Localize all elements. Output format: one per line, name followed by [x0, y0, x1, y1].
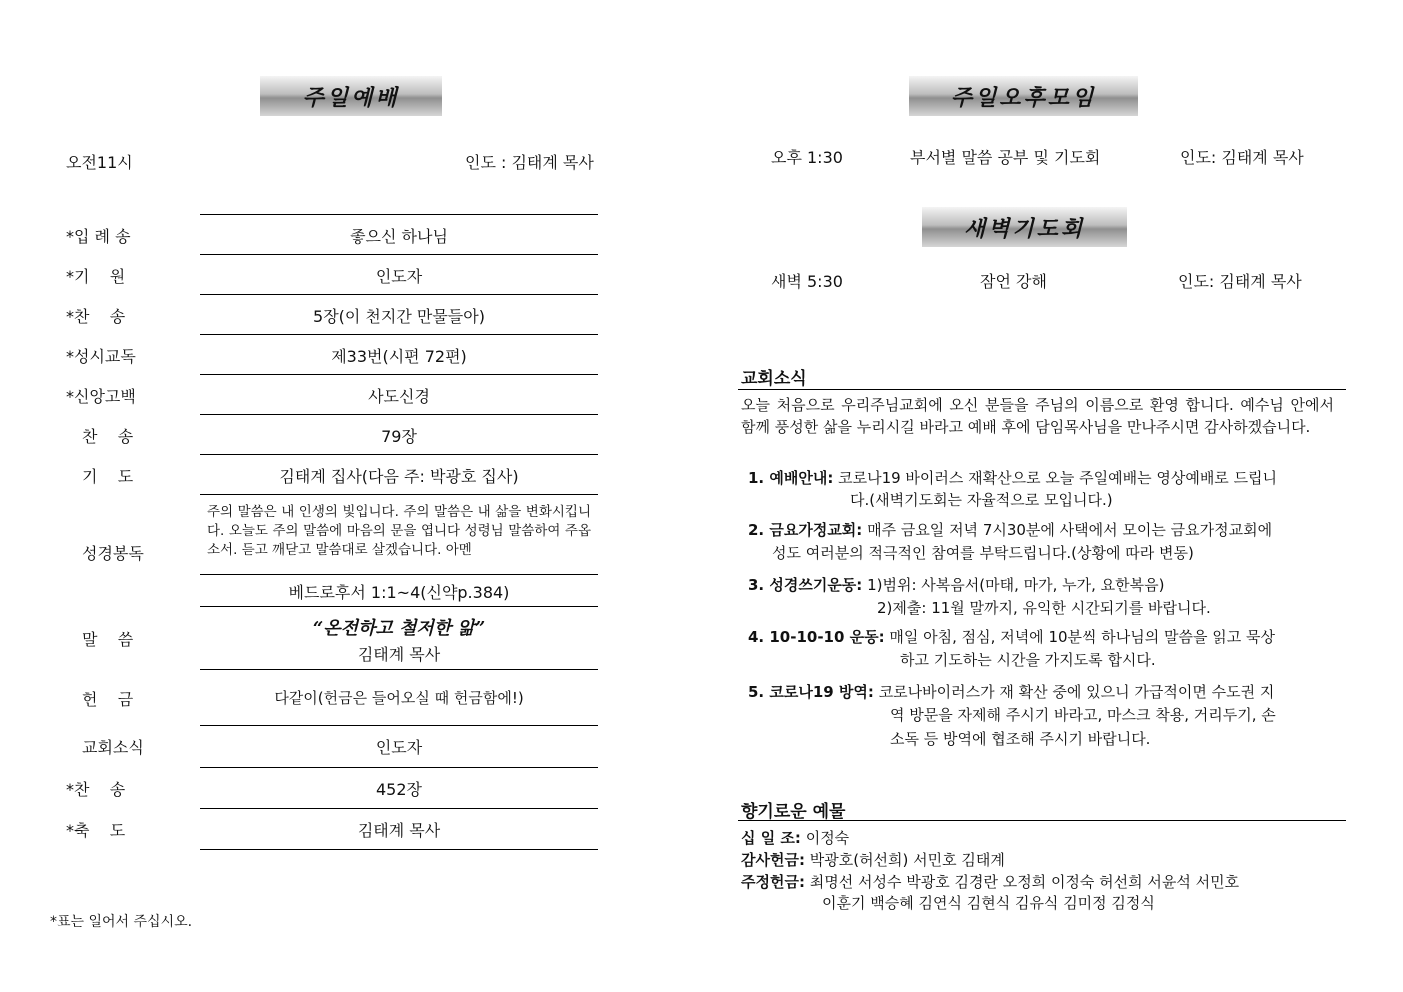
footnote: *표는 일어서 주십시오.: [50, 914, 193, 930]
order-label: *성시교독: [66, 347, 136, 366]
order-value: 79장: [381, 427, 417, 446]
order-label: *찬 송: [66, 780, 126, 799]
divider: [738, 389, 1346, 390]
news-item-cont: 하고 기도하는 시간을 가지도록 합시다.: [900, 651, 1156, 669]
order-value: 제33번(시편 72편): [331, 347, 467, 366]
news-item: 1. 예배안내: 코로나19 바이러스 재확산으로 오늘 주일예배는 영상예배로 드립니: [748, 469, 1278, 487]
divider: [200, 414, 598, 415]
order-value: 5장(이 천지간 만물들아): [313, 307, 485, 326]
offering-row: 십 일 조: 이정숙: [741, 829, 850, 847]
worship-title: 주일예배: [260, 76, 442, 116]
divider: [200, 454, 598, 455]
order-label: *기 원: [66, 267, 126, 286]
divider: [200, 849, 598, 850]
order-value: 김태계 목사: [357, 821, 441, 840]
order-value: 김태계 집사(다음 주: 박광호 집사): [279, 467, 519, 486]
order-label: *신앙고백: [66, 387, 136, 406]
divider: [200, 669, 598, 670]
news-item: 5. 코로나19 방역: 코로나바이러스가 재 확산 중에 있으니 가급적이면 수도권 지: [748, 683, 1275, 701]
order-label: 교회소식: [82, 738, 144, 757]
news-title: 교회소식: [741, 369, 807, 389]
dawn-leader: 인도: 김태계 목사: [1178, 272, 1302, 291]
news-item-cont: 2)제출: 11월 말까지, 유익한 시간되기를 바랍니다.: [877, 599, 1211, 617]
divider: [200, 574, 598, 575]
divider: [200, 725, 598, 726]
order-label: *입 례 송: [66, 227, 131, 246]
offering-label: 헌 금: [82, 690, 134, 709]
dawn-desc: 잠언 강해: [980, 272, 1047, 291]
order-value: 인도자: [375, 738, 423, 757]
order-label: *찬 송: [66, 307, 126, 326]
offering-row: 주정헌금: 최명선 서성수 박광호 김경란 오정희 이정숙 허선희 서윤석 서민호: [741, 873, 1240, 891]
dawn-time: 새벽 5:30: [771, 272, 843, 291]
afternoon-desc: 부서별 말씀 공부 및 기도회: [910, 148, 1101, 167]
reading-label: 성경봉독: [82, 544, 144, 563]
divider: [200, 334, 598, 335]
news-intro: 오늘 처음으로 우리주님교회에 오신 분들을 주님의 이름으로 환영 합니다. 예수님 안에서 함께 풍성한 삶을 누리시길 바라고 예배 후에 담임목사님을 만나주시면 감사하겠습니다.: [741, 396, 1334, 436]
offering-title: 향기로운 예물: [741, 802, 846, 822]
dawn-title: 새벽기도회: [922, 207, 1127, 247]
order-value: 인도자: [375, 267, 423, 286]
afternoon-time: 오후 1:30: [771, 148, 843, 167]
offering-value: 다같이(헌금은 들어오실 때 헌금함에!): [274, 689, 524, 707]
worship-leader: 인도 : 김태계 목사: [465, 153, 594, 172]
order-label: *축 도: [66, 821, 126, 840]
order-value: 452장: [376, 780, 422, 799]
order-label: 찬 송: [82, 427, 134, 446]
order-value: 사도신경: [368, 387, 430, 406]
worship-time: 오전11시: [66, 153, 133, 172]
sermon-preacher: 김태계 목사: [357, 645, 441, 664]
divider: [200, 767, 598, 768]
offering-row: 감사헌금: 박광호(허선희) 서민호 김태계: [741, 851, 1005, 869]
afternoon-title: 주일오후모임: [909, 76, 1138, 116]
news-item-cont: 성도 여러분의 적극적인 참여를 부탁드립니다.(상황에 따라 변동): [772, 544, 1194, 562]
divider: [200, 214, 598, 215]
offering-row-cont: 이훈기 백승혜 김연식 김현식 김유식 김미정 김정식: [822, 894, 1155, 912]
divider: [200, 374, 598, 375]
order-label: 기 도: [82, 467, 134, 486]
divider: [200, 254, 598, 255]
reading-passage: 베드로후서 1:1~4(신약p.384): [288, 583, 510, 602]
news-item-cont: 다.(새벽기도회는 자율적으로 모입니다.): [850, 491, 1113, 509]
sermon-title: “온전하고 철저한 앎”: [312, 618, 486, 639]
news-item: 3. 성경쓰기운동: 1)범위: 사복음서(마태, 마가, 누가, 요한복음): [748, 576, 1165, 594]
order-value: 좋으신 하나님: [350, 227, 448, 246]
divider: [200, 294, 598, 295]
afternoon-leader: 인도: 김태계 목사: [1180, 148, 1304, 167]
divider: [738, 820, 1346, 821]
news-item: 4. 10-10-10 운동: 매일 아침, 점심, 저녁에 10분씩 하나님의 말씀을 읽고 묵상: [748, 628, 1275, 646]
divider: [200, 808, 598, 809]
sermon-label: 말 씀: [82, 630, 134, 649]
reading-prayer: 주의 말씀은 내 인생의 빛입니다. 주의 말씀은 내 삶을 변화시킵니다. 오늘도 주의 말씀에 마음의 문을 엽니다 성령님 말씀하여 주옵소서. 듣고 깨닫고 말씀대로 살겠습니다. 아멘: [207, 504, 591, 558]
divider: [200, 494, 598, 495]
news-item-cont: 역 방문을 자제해 주시기 바라고, 마스크 착용, 거리두기, 손: [890, 706, 1276, 724]
divider: [200, 606, 598, 607]
news-item-cont: 소독 등 방역에 협조해 주시기 바랍니다.: [890, 730, 1151, 748]
news-item: 2. 금요가정교회: 매주 금요일 저녁 7시30분에 사택에서 모이는 금요가정교회에: [748, 521, 1273, 539]
